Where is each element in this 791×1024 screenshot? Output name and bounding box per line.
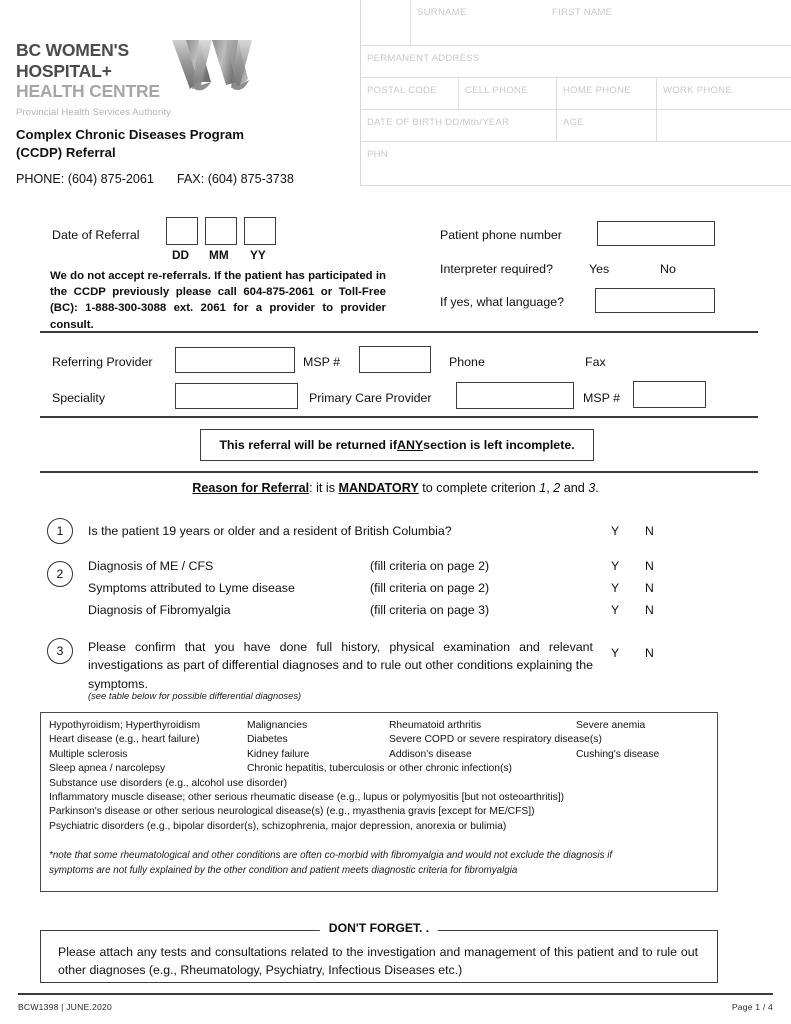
logo-line-3: HEALTH CENTRE: [16, 81, 160, 102]
interpreter-yes-option[interactable]: Yes: [589, 262, 610, 276]
diff-cell: Hypothyroidism; Hyperthyroidism: [49, 720, 201, 731]
diff-cell: Chronic hepatitis, tuberculosis or other chronic infection(s): [247, 763, 512, 775]
dont-forget-label: DON'T FORGET. .: [320, 921, 438, 935]
table-row: [49, 806, 717, 820]
patient-grid-cell-age[interactable]: AGE: [557, 110, 657, 141]
criterion-2-line-1-yes[interactable]: Y: [611, 559, 620, 573]
language-label: If yes, what language?: [440, 295, 564, 309]
table-row: [49, 734, 717, 748]
diff-cell: Rheumatoid arthritis: [389, 720, 482, 731]
banner-text-after: section is left incomplete.: [423, 438, 575, 452]
banner-text-before: This referral will be returned if: [219, 438, 397, 452]
criterion-2-line-3-note: (fill criteria on page 3): [370, 603, 490, 617]
table-row: [49, 763, 717, 777]
diff-cell: Heart disease (e.g., heart failure): [49, 734, 200, 746]
patient-grid-cell-home-phone[interactable]: HOME PHONE: [557, 78, 657, 109]
table-row: [49, 720, 717, 734]
patient-grid-cell-permanent-address[interactable]: PERMANENT ADDRESS: [367, 53, 480, 64]
criterion-3-paragraph: Please confirm that you have done full history, physical examination and relevant investigations as part of differential diagnoses and to rule out other conditions explaining the symptoms.: [88, 640, 593, 691]
patient-grid-cell-blank[interactable]: [361, 0, 411, 45]
incomplete-warning-banner: [200, 429, 594, 461]
criterion-2-line-2-no[interactable]: N: [645, 581, 654, 595]
patient-phone-label: Patient phone number: [440, 228, 562, 242]
table-row: [49, 821, 717, 835]
patient-grid-cell-first-name[interactable]: FIRST NAME: [552, 7, 613, 18]
footer-form-code: BCW1398 | JUNE.2020: [18, 1002, 112, 1012]
criterion-1-number: 1: [47, 518, 73, 544]
patient-grid-row-name: [361, 0, 791, 46]
pcp-msp-label: MSP #: [583, 391, 620, 405]
criterion-2-number: 2: [47, 561, 73, 587]
patient-grid-cell-dob-blank[interactable]: [657, 110, 791, 141]
criterion-2-line-3-no[interactable]: N: [645, 603, 654, 617]
reason-sep-1: ,: [546, 481, 554, 495]
criterion-2-line-1-no[interactable]: N: [645, 559, 654, 573]
diff-cell: Multiple sclerosis: [49, 748, 128, 760]
referral-date-mm-label: MM: [209, 248, 229, 262]
criterion-2-line-1-note: (fill criteria on page 2): [370, 559, 490, 573]
section-divider-top: [40, 331, 758, 333]
reason-tail-text: to complete criterion: [418, 481, 540, 495]
page-title: [16, 126, 346, 161]
diff-cell: Parkinson's disease or other serious neurological disease(s) (e.g., myasthenia gravis [except for ME/CFS]): [49, 806, 535, 818]
reason-criterion-3: 3: [588, 481, 596, 495]
footer-page-number: Page 1 / 4: [731, 1002, 773, 1012]
referring-provider-input[interactable]: [175, 347, 295, 373]
patient-grid-cell-cell-phone[interactable]: CELL PHONE: [459, 78, 557, 109]
table-row: [49, 792, 717, 806]
reason-mid-text: : it is: [309, 481, 339, 495]
diff-cell: Cushing's disease: [576, 748, 660, 760]
reason-mandatory-text: MANDATORY: [338, 481, 419, 495]
diff-cell: Diabetes: [247, 734, 288, 746]
primary-care-provider-label: Primary Care Provider: [309, 391, 432, 405]
diff-cell: Severe COPD or severe respiratory disease(s): [389, 734, 602, 746]
patient-grid-row-dob: [361, 110, 791, 142]
patient-information-grid: [360, 0, 791, 186]
program-phone: PHONE: (604) 875-2061: [16, 172, 154, 186]
criterion-2-line-2-note: (fill criteria on page 2): [370, 581, 490, 595]
reason-for-referral-heading: [0, 481, 791, 495]
footer-divider: [18, 993, 773, 995]
criterion-3-no[interactable]: N: [645, 646, 654, 660]
patient-grid-cell-phn[interactable]: PHN: [367, 149, 388, 160]
referral-date-dd-label: DD: [172, 248, 190, 262]
patient-grid-row-phones: [361, 78, 791, 110]
referring-msp-input[interactable]: [359, 346, 431, 373]
dont-forget-section: [40, 921, 718, 983]
patient-grid-cell-postal-code[interactable]: POSTAL CODE: [361, 78, 459, 109]
criterion-1-yes[interactable]: Y: [611, 524, 620, 538]
referring-msp-label: MSP #: [303, 355, 340, 369]
logo-line-2: HOSPITAL+: [16, 60, 112, 81]
diff-cell: Substance use disorders (e.g., alcohol use disorder): [49, 777, 288, 789]
differential-table-footnote: *note that some rheumatological and other conditions are often co-morbid with fibromyalgia and would not exclude the diagnosis if symptoms are not fully explained by the other condition and patient meets diagnostic criteria for fibromyalgia: [49, 850, 613, 877]
table-row: [49, 778, 717, 792]
banner-emphasis-any: ANY: [397, 438, 424, 452]
criterion-3-yes[interactable]: Y: [611, 646, 620, 660]
referring-phone-label: Phone: [449, 355, 485, 369]
referral-date-mm-input[interactable]: [205, 217, 237, 245]
language-input[interactable]: [595, 288, 715, 313]
diff-cell: Kidney failure: [247, 748, 310, 760]
patient-grid-row-phn: [361, 142, 791, 186]
w-ribbon-icon: [168, 33, 256, 95]
pcp-msp-input[interactable]: [633, 381, 706, 408]
criterion-2-line-2-text: Symptoms attributed to Lyme disease: [88, 581, 295, 595]
program-fax: FAX: (604) 875-3738: [176, 172, 294, 186]
referral-date-yy-input[interactable]: [244, 217, 276, 245]
criterion-1-question: Is the patient 19 years or older and a resident of British Columbia?: [88, 524, 452, 538]
referring-provider-label: Referring Provider: [52, 355, 153, 369]
criterion-2-line-2-yes[interactable]: Y: [611, 581, 620, 595]
criterion-3-subnote: (see table below for possible differential diagnoses): [88, 690, 302, 701]
diff-cell: Addison's disease: [389, 748, 472, 760]
patient-phone-input[interactable]: [597, 221, 715, 246]
dont-forget-text: Please attach any tests and consultations related to the investigation and management of this patient and to rule out other diagnoses (e.g., Rheumatology, Psychiatry, Infectious Diseases etc.): [58, 945, 698, 978]
criterion-2-line-3-text: Diagnosis of Fibromyalgia: [88, 603, 231, 617]
criterion-2-line-1-text: Diagnosis of ME / CFS: [88, 559, 214, 573]
contact-line: [16, 172, 294, 186]
primary-care-provider-input[interactable]: [456, 382, 574, 409]
no-re-referrals-warning: We do not accept re-referrals. If the patient has participated in the CCDP previously please call 604-875-2061 or Toll-Free (BC): 1-888-300-3088 ext. 2061 for a provider to provider consult.: [50, 270, 386, 331]
diff-cell: Severe anemia: [576, 720, 646, 731]
patient-grid-cell-work-phone[interactable]: WORK PHONE: [663, 85, 732, 96]
page-title-line-2: (CCDP) Referral: [16, 144, 116, 160]
page-title-line-1: Complex Chronic Diseases Program: [16, 127, 244, 142]
referral-date-dd-input[interactable]: [166, 217, 198, 245]
speciality-input[interactable]: [175, 383, 298, 409]
reason-sep-2: and: [560, 481, 589, 495]
logo-line-1: BC WOMEN'S: [16, 40, 129, 60]
reason-criterion-1: 1: [539, 481, 547, 495]
speciality-label: Speciality: [52, 391, 106, 405]
reason-criterion-2: 2: [553, 481, 561, 495]
section-divider-banner: [40, 471, 758, 473]
section-divider-providers: [40, 416, 758, 418]
patient-grid-cell-date-of-birth[interactable]: DATE OF BIRTH DD/Mth/YEAR: [361, 110, 557, 141]
criterion-2-line-3-yes[interactable]: Y: [611, 603, 620, 617]
interpreter-no-option[interactable]: No: [660, 262, 676, 276]
criterion-3-number: 3: [47, 638, 73, 664]
logo-authority-line: Provincial Health Services Authority: [16, 106, 172, 118]
interpreter-required-label: Interpreter required?: [440, 262, 553, 276]
referring-fax-label: Fax: [585, 355, 606, 369]
reason-heading-text: Reason for Referral: [192, 481, 310, 495]
referral-date-yy-label: YY: [250, 248, 266, 262]
differential-diagnoses-table: [40, 712, 718, 892]
diff-cell: Malignancies: [247, 720, 308, 731]
criterion-1-no[interactable]: N: [645, 524, 654, 538]
diff-cell: Inflammatory muscle disease; other serious rheumatic disease (e.g., lupus or polymyositis [but not osteoarthritis]): [49, 791, 565, 803]
patient-grid-row-address: [361, 46, 791, 78]
diff-cell: Psychiatric disorders (e.g., bipolar disorder(s), schizophrenia, major depression, anorexia or bulimia): [49, 820, 507, 832]
table-row: [49, 749, 717, 763]
diff-cell: Sleep apnea / narcolepsy: [49, 763, 166, 775]
patient-grid-cell-surname[interactable]: SURNAME: [417, 7, 467, 18]
reason-period: .: [595, 481, 599, 495]
date-of-referral-label: Date of Referral: [52, 228, 140, 242]
